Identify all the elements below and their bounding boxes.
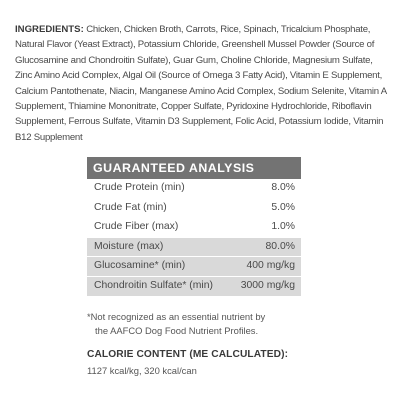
footnote-line-2: the AAFCO Dog Food Nutrient Profiles.: [95, 325, 259, 336]
footnote-line-1: *Not recognized as an essential nutrient by: [87, 311, 266, 322]
ingredients-section: [15, 22, 387, 145]
aafco-footnote: [87, 310, 317, 338]
ingredients-list: Chicken, Chicken Broth, Carrots, Rice, Spinach, Tricalcium Phosphate, Natural Flavor (Yeast Extract), Potassium Chloride, Greenshell Mussel Powder (Source of Glucosamine and Chondroitin Sulfate), Guar Gum, Choline Chloride, Magnesium Sulfate, Zinc Amino Acid Complex, Algal Oil (Source of Omega 3 Fatty Acid), Vitamin E Supplement, Calcium Pantothenate, Niacin, Manganese Amino Acid Complex, Sodium Selenite, Vitamin A Supplement, Thiamine Mononitrate, Copper Sulfate, Pyridoxine Hydrochloride, Riboflavin Supplement, Ferrous Sulfate, Vitamin D3 Supplement, Folic Acid, Potassium Iodide, Vitamin B12 Supplement: [15, 24, 387, 143]
analysis-label: Crude Protein (min): [94, 182, 185, 193]
analysis-label: Chondroitin Sulfate* (min): [94, 279, 213, 291]
analysis-value: 400 mg/kg: [246, 260, 295, 272]
ingredients-heading: INGREDIENTS:: [15, 24, 84, 35]
analysis-label: Crude Fat (min): [94, 201, 167, 213]
analysis-row-crude-fat: [87, 199, 301, 219]
analysis-value: 8.0%: [271, 182, 295, 193]
analysis-row-crude-fiber: [87, 218, 301, 238]
calorie-content-value: 1127 kcal/kg, 320 kcal/can: [87, 365, 197, 376]
analysis-row-glucosamine: [87, 257, 301, 277]
analysis-label: Glucosamine* (min): [94, 260, 186, 272]
guaranteed-analysis-table: [87, 157, 301, 297]
analysis-value: 1.0%: [271, 221, 295, 233]
analysis-value: 3000 mg/kg: [240, 279, 295, 291]
analysis-row-moisture: [87, 238, 301, 258]
analysis-row-chondroitin-sulfate: [87, 277, 301, 297]
analysis-value: 80.0%: [265, 240, 295, 252]
calorie-content-title: CALORIE CONTENT (ME CALCULATED):: [87, 349, 289, 360]
analysis-value: 5.0%: [271, 201, 295, 213]
analysis-row-crude-protein: [87, 179, 301, 199]
analysis-label: Moisture (max): [94, 240, 164, 252]
guaranteed-analysis-title: GUARANTEED ANALYSIS: [87, 157, 301, 179]
analysis-label: Crude Fiber (max): [94, 221, 179, 233]
